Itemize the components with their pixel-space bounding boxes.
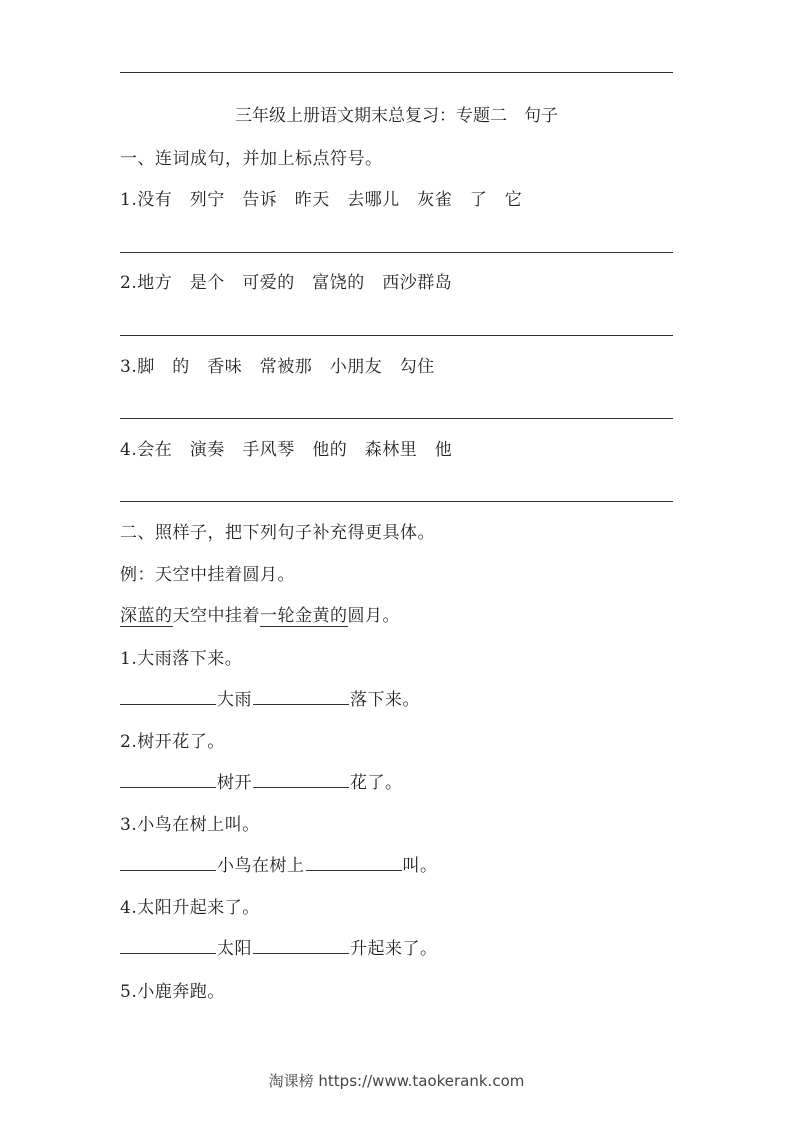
- section1-item-3: 3.脚 的 香味 常被那 小朋友 勾住: [120, 357, 435, 377]
- footer-watermark: 淘课榜 https://www.taokerank.com: [268, 1072, 525, 1090]
- fill-blank[interactable]: [120, 773, 216, 788]
- section1-item-2: 2.地方 是个 可爱的 富饶的 西沙群岛: [120, 273, 453, 293]
- fill-blank[interactable]: [306, 856, 402, 871]
- fill-blank[interactable]: [253, 690, 349, 705]
- example-underline-2: 一轮金黄的: [260, 606, 348, 626]
- fill-end-text: 落下来。: [350, 690, 420, 710]
- top-rule: [120, 72, 673, 73]
- section2-question-2: 2.树开花了。: [120, 732, 225, 752]
- answer-line-1[interactable]: [120, 252, 673, 253]
- section2-fill-2: [119, 771, 403, 795]
- answer-line-2[interactable]: [120, 335, 673, 336]
- fill-blank[interactable]: [120, 856, 216, 871]
- section2-fill-4: [119, 937, 438, 961]
- fill-blank[interactable]: [120, 690, 216, 705]
- fill-end-text: 叫。: [402, 856, 438, 876]
- section2-fill-3: [119, 854, 438, 878]
- example-text-2: 圆月。: [347, 606, 400, 626]
- example-sentence: [120, 604, 400, 628]
- section2-heading: 二、照样子，把下列句子补充得更具体。: [120, 523, 435, 543]
- section1-item-4: 4.会在 演奏 手风琴 他的 森林里 他: [120, 440, 453, 460]
- fill-mid-text: 小鸟在树上: [217, 856, 305, 876]
- fill-end-text: 花了。: [350, 773, 403, 793]
- section2-question-4: 4.太阳升起来了。: [120, 898, 260, 918]
- fill-end-text: 升起来了。: [350, 939, 438, 959]
- answer-line-4[interactable]: [120, 501, 673, 502]
- section1-item-1: 1.没有 列宁 告诉 昨天 去哪儿 灰雀 了 它: [120, 190, 523, 210]
- fill-mid-text: 大雨: [217, 690, 252, 710]
- example-text-1: 天空中挂着: [172, 606, 260, 626]
- section2-question-1: 1.大雨落下来。: [120, 649, 243, 669]
- fill-mid-text: 太阳: [217, 939, 252, 959]
- section2-fill-1: [119, 688, 420, 712]
- section2-question-3: 3.小鸟在树上叫。: [120, 815, 260, 835]
- fill-blank[interactable]: [253, 773, 349, 788]
- page-title: 三年级上册语文期末总复习：专题二 句子: [235, 106, 558, 126]
- section1-heading: 一、连词成句，并加上标点符号。: [120, 149, 383, 169]
- fill-blank[interactable]: [253, 939, 349, 954]
- answer-line-3[interactable]: [120, 418, 673, 419]
- section2-question-5: 5.小鹿奔跑。: [120, 982, 225, 1002]
- fill-mid-text: 树开: [217, 773, 252, 793]
- example-underline-1: 深蓝的: [120, 606, 173, 626]
- example-label: 例：天空中挂着圆月。: [120, 565, 295, 585]
- fill-blank[interactable]: [120, 939, 216, 954]
